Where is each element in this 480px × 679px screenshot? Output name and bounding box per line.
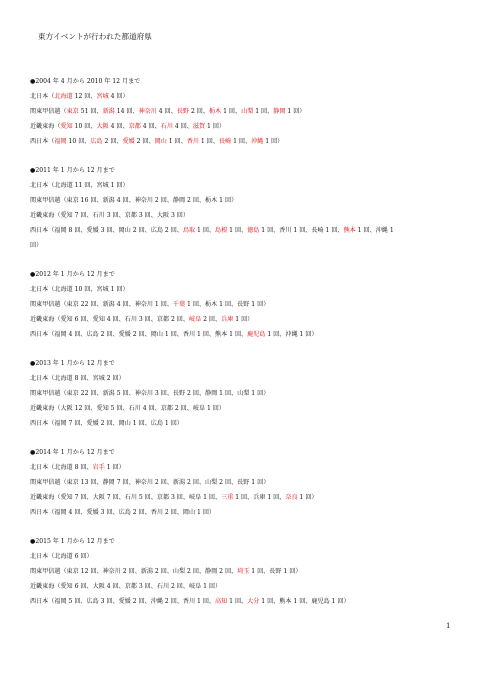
region-text: 1 回、沖縄 1 回） (265, 331, 318, 338)
region-text: 1 回、 (199, 138, 219, 145)
region-line (30, 460, 474, 475)
new-prefecture-text: 福岡 (54, 138, 67, 145)
new-prefecture-text: 熊本 (343, 227, 356, 234)
new-prefecture-text: 千葉 (172, 301, 186, 308)
region-text: 北日本（ (30, 93, 55, 100)
region-text: 関東甲信越（東京 16 回、新潟 4 回、神奈川 2 回、静岡 2 回、栃木 1 回） (30, 197, 238, 204)
new-prefecture-text: 徳島 (247, 227, 260, 234)
event-period-section (30, 163, 474, 253)
region-line (30, 282, 474, 297)
region-line (30, 178, 474, 193)
region-text: 1 回、 (195, 227, 216, 234)
region-text: 1 回、 (227, 598, 248, 605)
region-text: 北日本（北海道 8 回、宮城 2 回） (30, 375, 125, 382)
region-text: 回） (30, 242, 43, 249)
region-line (30, 594, 474, 609)
new-prefecture-text: 香川 (186, 138, 199, 145)
region-line (30, 579, 474, 594)
new-prefecture-text: 島根 (215, 227, 228, 234)
new-prefecture-text: 静岡 (273, 108, 286, 115)
new-prefecture-text: 大分 (247, 598, 260, 605)
region-text: 1 回） (263, 138, 284, 145)
region-text: 10 回、 (66, 138, 91, 145)
new-prefecture-text: 愛媛 (122, 138, 135, 145)
region-line (30, 297, 474, 312)
region-text: 1 回、 (166, 138, 187, 145)
period-heading: ●2011 年 1 月から 12 月まで (30, 167, 115, 174)
region-line (30, 475, 474, 490)
region-line (30, 327, 474, 342)
region-text: 1 回） (285, 108, 306, 115)
region-text: 関東甲信越（東京 12 回、神奈川 2 回、新潟 2 回、山梨 2 回、静岡 2 回、 (30, 568, 238, 575)
region-text: 近畿東海（愛知 7 回、石川 3 回、京都 3 回、大阪 3 回） (30, 212, 189, 219)
new-prefecture-text: 神奈川 (138, 108, 157, 115)
region-text: 1 回、 (221, 108, 242, 115)
region-line (30, 386, 474, 401)
region-text: 12 回、 (72, 93, 97, 100)
new-prefecture-text: 三重 (221, 494, 234, 501)
page-number: 1 (446, 622, 451, 630)
region-text: 1 回、 (253, 108, 274, 115)
region-text: 1 回、栃木 1 回、長野 1 回） (185, 301, 270, 308)
new-prefecture-text: 大阪 (96, 123, 109, 130)
period-heading: ●2013 年 1 月から 12 月まで (30, 360, 115, 367)
region-text: 1 回） (297, 494, 318, 501)
region-text: 1 回、兵庫 1 回、 (233, 494, 286, 501)
region-text: 近畿東海（ (30, 123, 61, 130)
region-text: 2 回、 (201, 316, 222, 323)
new-prefecture-text: 北海道 (54, 93, 73, 100)
region-text: 西日本（福岡 4 回、愛媛 3 回、広島 2 回、香川 2 回、岡山 1 回） (30, 509, 216, 516)
region-text: 北日本（北海道 10 回、宮城 1 回） (30, 286, 129, 293)
region-text: 51 回、 (78, 108, 103, 115)
region-text: 4 回、 (140, 123, 161, 130)
new-prefecture-text: 愛知 (60, 123, 73, 130)
region-text: 14 回、 (114, 108, 139, 115)
region-text: 1 回、 (231, 138, 252, 145)
period-heading: ●2004 年 4 月から 2010 年 12 月まで (30, 78, 141, 85)
region-line (30, 208, 474, 223)
period-heading: ●2015 年 1 月から 12 月まで (30, 538, 115, 545)
region-text: 4 回、 (172, 123, 193, 130)
new-prefecture-text: 岩手 (92, 464, 105, 471)
region-text: 4 回、 (156, 108, 177, 115)
region-line (30, 119, 474, 134)
region-line (30, 223, 474, 238)
new-prefecture-text: 岐阜 (188, 316, 202, 323)
region-line (30, 505, 474, 520)
region-text: 1 回） (233, 316, 254, 323)
region-text: 関東甲信越（ (30, 108, 67, 115)
region-text: 近畿東海（愛知 6 回、愛知 4 回、石川 3 回、京都 2 回、 (30, 316, 189, 323)
region-line (30, 416, 474, 431)
region-text: 1 回、熊本 1 回、鹿児島 1 回） (259, 598, 350, 605)
period-heading: ●2014 年 1 月から 12 月まで (30, 449, 115, 456)
new-prefecture-text: 沖縄 (251, 138, 264, 145)
new-prefecture-text: 新潟 (102, 108, 115, 115)
region-line (30, 193, 474, 208)
new-prefecture-text: 石川 (160, 123, 173, 130)
region-text: 1 回、香川 1 回、長崎 1 回、 (259, 227, 344, 234)
event-period-section (30, 74, 474, 149)
period-heading: ●2012 年 1 月から 12 月まで (30, 271, 115, 278)
new-prefecture-text: 広島 (90, 138, 103, 145)
region-text: 2 回、 (102, 138, 123, 145)
sections-container (30, 74, 474, 623)
region-text: 近畿東海（愛知 7 回、大阪 7 回、石川 5 回、京都 3 回、岐阜 1 回、 (30, 494, 222, 501)
region-text: 西日本（福岡 7 回、愛媛 2 回、岡山 1 回、広島 1 回） (30, 420, 183, 427)
region-text: 1 回） (205, 123, 226, 130)
region-text: 4 回、 (108, 123, 129, 130)
new-prefecture-text: 岡山 (154, 138, 167, 145)
new-prefecture-text: 京都 (128, 123, 141, 130)
region-line (30, 238, 474, 253)
new-prefecture-text: 鹿児島 (247, 331, 266, 338)
region-line (30, 490, 474, 505)
region-text: 西日本（福岡 4 回、広島 2 回、愛媛 2 回、岡山 1 回、香川 1 回、熊本 1 回、 (30, 331, 248, 338)
new-prefecture-text: 山梨 (241, 108, 254, 115)
region-text: 2 回、 (189, 108, 209, 115)
new-prefecture-text: 東京 (66, 108, 79, 115)
region-text: 関東甲信越（東京 22 回、新潟 5 回、神奈川 3 回、長野 2 回、静岡 1 回、山梨 1 回） (30, 390, 270, 397)
new-prefecture-text: 奈良 (285, 494, 298, 501)
new-prefecture-text: 長野 (176, 108, 190, 115)
new-prefecture-text: 埼玉 (237, 568, 250, 575)
event-period-section (30, 534, 474, 609)
region-text: 北日本（北海道 8 回、 (30, 464, 93, 471)
new-prefecture-text: 鳥取 (182, 227, 196, 234)
new-prefecture-text: 高知 (215, 598, 228, 605)
region-line (30, 89, 474, 104)
region-text: 1 回、沖縄 1 (355, 227, 394, 234)
region-text: 1 回、長野 1 回） (249, 568, 302, 575)
event-period-section (30, 356, 474, 431)
new-prefecture-text: 宮城 (96, 93, 109, 100)
region-text: 4 回） (108, 93, 129, 100)
region-text: 1 回） (104, 464, 125, 471)
region-text: 1 回、 (227, 227, 248, 234)
region-line (30, 549, 474, 564)
event-period-section (30, 267, 474, 342)
new-prefecture-text: 滋賀 (192, 123, 206, 130)
region-text: 近畿東海（愛知 6 回、大阪 4 回、京都 3 回、石川 2 回、岐阜 1 回） (30, 583, 222, 590)
region-line (30, 401, 474, 416)
region-text: 北日本（北海道 6 回） (30, 553, 93, 560)
region-text: 西日本（福岡 5 回、広島 3 回、愛媛 2 回、沖縄 2 回、香川 1 回、 (30, 598, 216, 605)
region-text: 関東甲信越（東京 22 回、新潟 4 回、神奈川 1 回、 (30, 301, 173, 308)
region-text: 近畿東海（大阪 12 回、愛知 5 回、石川 4 回、京都 2 回、岐阜 1 回） (30, 405, 225, 412)
region-line (30, 312, 474, 327)
region-line (30, 134, 474, 149)
new-prefecture-text: 長崎 (218, 138, 232, 145)
document-title: 東方イベントが行われた都道府県 (38, 32, 152, 41)
region-text: 西日本（福岡 8 回、愛媛 3 回、岡山 2 回、広島 2 回、 (30, 227, 183, 234)
region-line (30, 104, 474, 119)
region-text: 西日本（ (30, 138, 55, 145)
region-text: 10 回、 (72, 123, 97, 130)
new-prefecture-text: 兵庫 (221, 316, 234, 323)
region-text: 北日本（北海道 11 回、宮城 1 回） (30, 182, 129, 189)
region-line (30, 564, 474, 579)
event-period-section (30, 445, 474, 520)
region-text: 2 回、 (134, 138, 155, 145)
region-line (30, 371, 474, 386)
new-prefecture-text: 栃木 (208, 108, 222, 115)
region-text: 関東甲信越（東京 13 回、静岡 7 回、神奈川 2 回、新潟 2 回、山梨 2 回、長野 1 回） (30, 479, 270, 486)
